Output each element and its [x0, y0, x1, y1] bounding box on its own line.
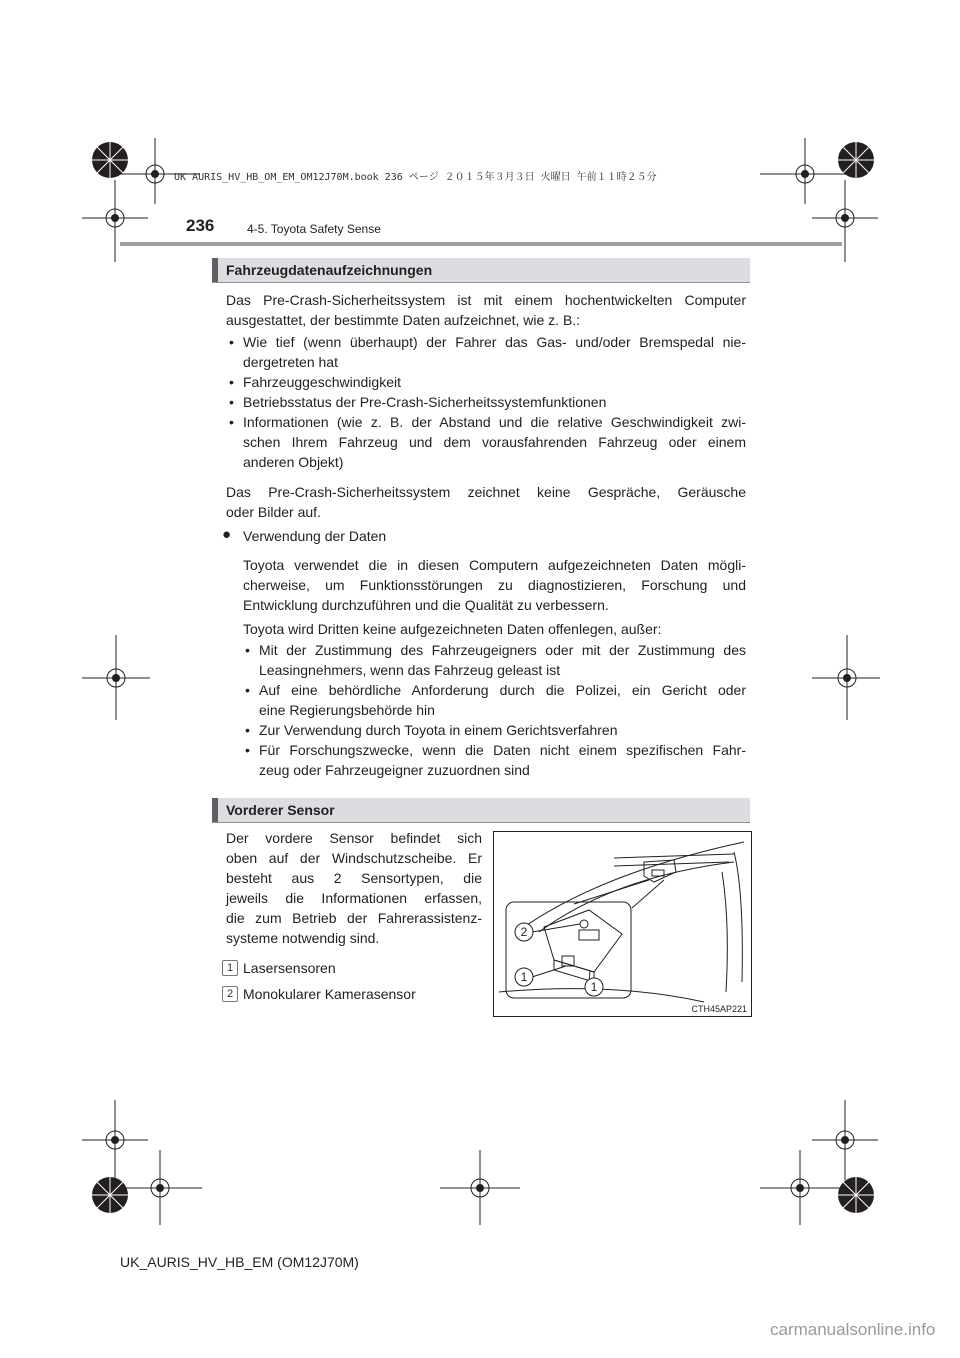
watermark: carmanualsonline.info	[770, 1320, 936, 1339]
text-line: anderen Objekt)	[243, 454, 344, 470]
text-line: eine Regierungsbehörde hin	[259, 702, 435, 718]
data-bullet-list	[229, 332, 746, 472]
heading-text: Vorderer Sensor	[226, 802, 335, 818]
print-header: UK AURIS_HV_HB_OM_EM_OM12J70M.book 236 ページ ２０１５年３月３日 火曜日 午前１１時２５分	[174, 172, 657, 183]
text-line: ausgestattet, der bestimmte Daten aufzeichnet, wie z. B.:	[226, 312, 581, 328]
circle-bullet-icon: ●	[222, 526, 232, 543]
legend-number: 2	[222, 986, 238, 1002]
callout-number: 1	[520, 970, 528, 984]
text-line: Das Pre-Crash-Sicherheitssystem ist mit einem hochentwickelten Computer	[226, 292, 746, 308]
list-item	[229, 332, 746, 372]
bullet-dot: •	[245, 642, 250, 658]
list-item	[245, 720, 746, 740]
footer-document-id: UK_AURIS_HV_HB_EM (OM12J70M)	[120, 1254, 359, 1270]
text-line: systeme notwendig sind.	[226, 930, 380, 946]
list-item	[245, 740, 746, 780]
legend-label-kamerasensor: Monokularer Kamerasensor	[243, 986, 416, 1002]
windshield-illustration	[494, 832, 751, 1016]
list-item	[245, 640, 746, 680]
legend-label-lasersensoren: Lasersensoren	[243, 960, 336, 976]
text-line: Informationen (wie z. B. der Abstand und die relative Geschwindigkeit zwi-	[243, 414, 746, 430]
list-item	[229, 392, 746, 412]
text-line: Der vordere Sensor befindet sich	[226, 830, 482, 846]
usage-title: Verwendung der Daten	[243, 528, 387, 544]
text-line: schen Ihrem Fahrzeug und dem vorausfahrenden Fahrzeug oder einem	[243, 434, 746, 450]
heading-fahrzeugdaten	[212, 258, 750, 283]
bullet-dot: •	[229, 374, 234, 390]
heading-vorderer-sensor	[212, 798, 750, 823]
text-line: cherweise, um Funktionsstörungen zu diagnostizieren, Forschung und	[243, 577, 746, 593]
text-line: dergetreten hat	[243, 354, 338, 370]
bullet-dot: •	[245, 742, 250, 758]
disclosure-intro: Toyota wird Dritten keine aufgezeichneten Daten offenlegen, außer:	[243, 621, 662, 637]
bullet-dot: •	[229, 394, 234, 410]
disclosure-bullet-list	[245, 640, 746, 780]
section-title: 4-5. Toyota Safety Sense	[247, 222, 381, 236]
text-line: Für Forschungszwecke, wenn die Daten nicht einem spezifischen Fahr-	[259, 742, 746, 758]
text-line: Entwicklung durchzuführen und die Qualität zu verbessern.	[243, 597, 609, 613]
text-line: Leasingnehmers, wenn das Fahrzeug geleast ist	[259, 662, 561, 678]
page-number: 236	[186, 216, 215, 235]
text-line: besteht aus 2 Sensortypen, die	[226, 870, 482, 886]
text-line: oder Bilder auf.	[226, 504, 321, 520]
heading-text: Fahrzeugdatenaufzeichnungen	[226, 262, 433, 278]
text-line: Zur Verwendung durch Toyota in einem Gerichtsverfahren	[259, 722, 618, 738]
bullet-dot: •	[245, 722, 250, 738]
figure-code: CTH45AP221	[691, 1004, 747, 1014]
text-line: Betriebsstatus der Pre-Crash-Sicherheitssystemfunktionen	[243, 394, 607, 410]
heading-accent	[212, 258, 218, 282]
heading-accent	[212, 798, 218, 822]
sensor-paragraph	[226, 828, 482, 948]
list-item	[245, 680, 746, 720]
callout-number: 2	[520, 925, 528, 939]
bullet-dot: •	[229, 414, 234, 430]
bullet-dot: •	[245, 682, 250, 698]
text-line: Auf eine behördliche Anforderung durch die Polizei, ein Gericht oder	[259, 682, 746, 698]
no-record-paragraph	[226, 482, 746, 522]
text-line: Wie tief (wenn überhaupt) der Fahrer das Gas- und/oder Bremspedal nie-	[243, 334, 746, 350]
usage-paragraph	[243, 555, 746, 615]
text-line: Fahrzeuggeschwindigkeit	[243, 374, 401, 390]
text-line: Toyota verwendet die in diesen Computern aufgezeichneten Daten mögli-	[243, 557, 746, 573]
text-line: Das Pre-Crash-Sicherheitssystem zeichnet keine Gespräche, Geräusche	[226, 484, 746, 500]
sensor-figure	[493, 831, 752, 1017]
list-item	[229, 412, 746, 472]
intro-paragraph	[226, 290, 746, 330]
text-line: Mit der Zustimmung des Fahrzeugeigners oder mit der Zustimmung des	[259, 642, 746, 658]
header-rule	[120, 242, 842, 246]
text-line: oben auf der Windschutzscheibe. Er	[226, 850, 482, 866]
text-line: jeweils die Informationen erfassen,	[226, 890, 482, 906]
list-item	[229, 372, 746, 392]
bullet-dot: •	[229, 334, 234, 350]
callout-number: 1	[590, 980, 598, 994]
text-line: die zum Betrieb der Fahrerassistenz-	[226, 910, 482, 926]
legend-number: 1	[222, 960, 238, 976]
text-line: zeug oder Fahrzeugeigner zuzuordnen sind	[259, 762, 530, 778]
